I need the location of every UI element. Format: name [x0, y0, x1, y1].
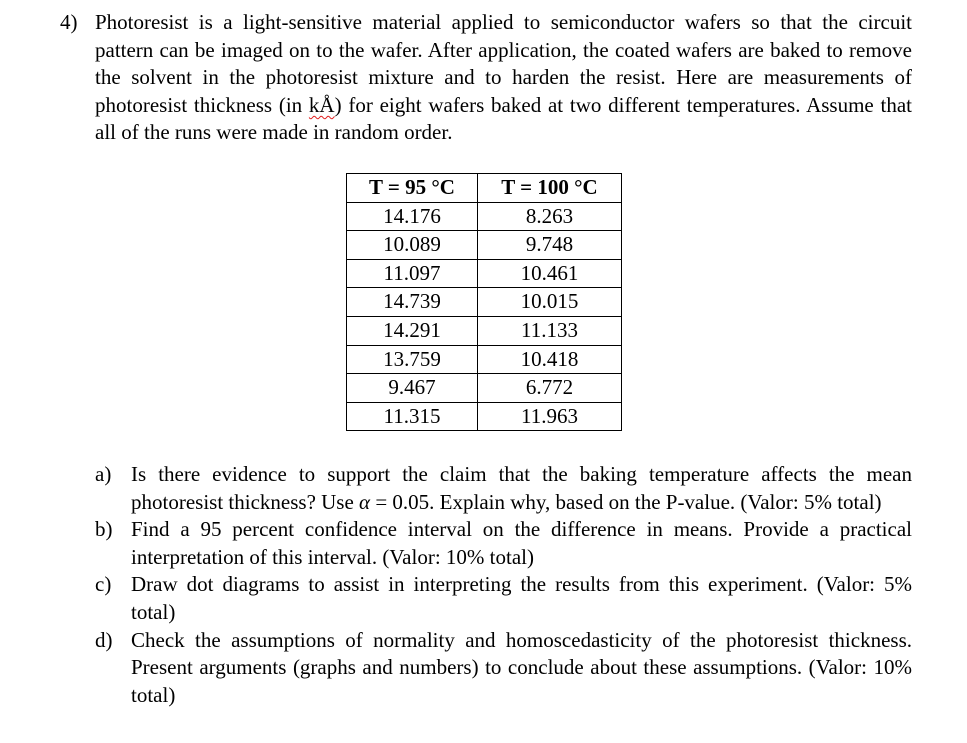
table-row	[347, 345, 622, 374]
part-b	[95, 516, 912, 571]
header-t100: T = 100 °C	[478, 174, 622, 203]
thickness-table	[346, 173, 622, 431]
question-text-part-1: Photoresist is a light-sensitive material applied to semiconductor wafers so that the circuit pattern can be imaged on to the wafer. After application, the coated wafers are baked to remove the solvent in the photoresist mixture and to harden the resist. Here are measurements of photoresist thickness (in	[95, 10, 912, 117]
part-d	[95, 627, 912, 710]
part-c-text: Draw dot diagrams to assist in interpreting the results from this experiment. (Valor: 5% total)	[131, 572, 912, 624]
question-text	[95, 9, 912, 147]
unit-kiloangstrom: kÅ	[308, 92, 335, 117]
cell-t100: 10.418	[478, 345, 622, 374]
cell-t95: 14.291	[347, 316, 478, 345]
cell-t95: 9.467	[347, 374, 478, 403]
alpha-symbol: α	[359, 489, 371, 514]
part-a-text-2: = 0.05. Explain why, based on the P-value. (Valor: 5% total)	[370, 489, 882, 514]
part-a-text-1: Is there evidence to support the claim that the baking temperature affects the mean photoresist thickness? Use	[131, 462, 912, 514]
part-b-text: Find a 95 percent confidence interval on the difference in means. Provide a practical interpretation of this interval. (Valor: 10% total)	[131, 517, 912, 569]
part-d-text: Check the assumptions of normality and homoscedasticity of the photoresist thickness. Present arguments (graphs and numbers) to conclude about these assumptions. (Valor: 10% total)	[131, 627, 912, 707]
part-c	[95, 571, 912, 626]
question-number: 4)	[60, 10, 78, 34]
cell-t100: 11.133	[478, 316, 622, 345]
table-row	[347, 374, 622, 403]
cell-t100: 10.461	[478, 259, 622, 288]
cell-t95: 11.097	[347, 259, 478, 288]
header-t95: T = 95 °C	[347, 174, 478, 203]
part-a	[95, 461, 912, 516]
cell-t95: 13.759	[347, 345, 478, 374]
part-a-label: a)	[95, 462, 112, 486]
question-4	[60, 9, 912, 147]
cell-t95: 10.089	[347, 231, 478, 260]
table-row	[347, 259, 622, 288]
part-d-label: d)	[95, 627, 113, 652]
cell-t95: 14.739	[347, 288, 478, 317]
cell-t100: 8.263	[478, 202, 622, 231]
table-row	[347, 288, 622, 317]
cell-t100: 10.015	[478, 288, 622, 317]
cell-t100: 11.963	[478, 402, 622, 431]
question-text-part-2: ) for eight wafers baked at two different temperatures. Assume that all of the runs were made in random order.	[95, 92, 912, 145]
cell-t95: 11.315	[347, 402, 478, 431]
table-row	[347, 316, 622, 345]
question-parts	[95, 461, 912, 709]
cell-t95: 14.176	[347, 202, 478, 231]
table-header-row	[347, 174, 622, 203]
table-row	[347, 402, 622, 431]
table-row	[347, 231, 622, 260]
table-row	[347, 202, 622, 231]
cell-t100: 9.748	[478, 231, 622, 260]
part-b-label: b)	[95, 517, 113, 542]
part-c-label: c)	[95, 572, 112, 597]
cell-t100: 6.772	[478, 374, 622, 403]
